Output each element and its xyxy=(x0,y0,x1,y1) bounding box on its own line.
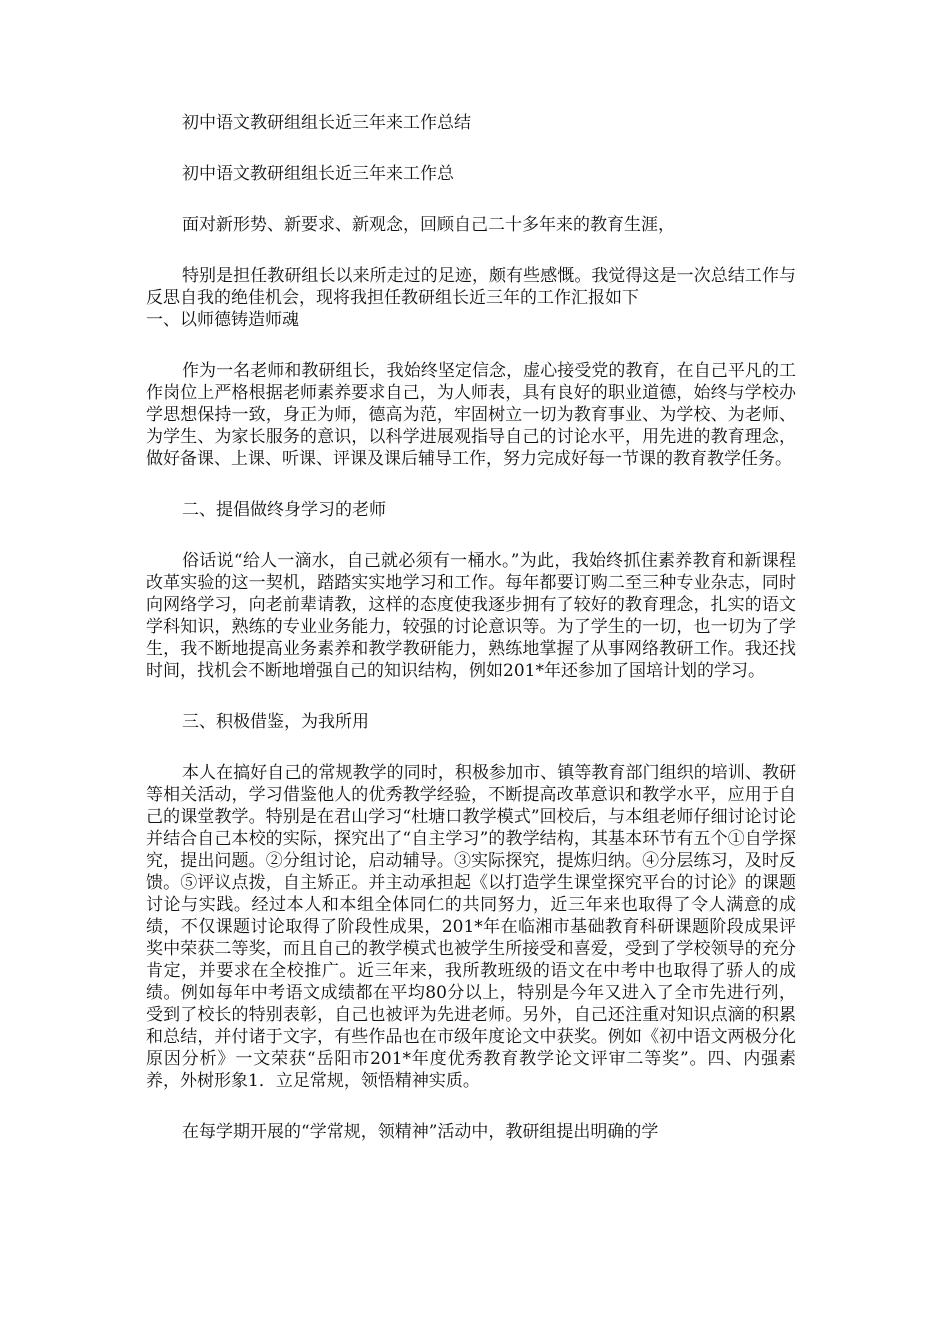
section-heading-3: 三、积极借鉴，为我所用 xyxy=(182,712,369,732)
paragraph-ethics: 作为一名老师和教研组长，我始终坚定信念，虚心接受党的教育，在自己平凡的工作岗位上严格根据老师素养要求自己，为人师表，具有良好的职业道德，始终与学校办学思想保持一致，身正为师，德高为范，牢固树立一切为教育事业、为学校、为老师、为学生、为家长服务的意识，以科学进展观指导自己的讨论水平，用先进的教育理念，做好备课、上课、听课、评课及课后辅导工作，努力完成好每一节课的教育教学任务。 xyxy=(146,361,796,469)
document-subtitle: 初中语文教研组组长近三年来工作总 xyxy=(182,164,454,184)
document-page xyxy=(146,112,796,1172)
document-title: 初中语文教研组组长近三年来工作总结 xyxy=(182,113,471,133)
paragraph-routine: 在每学期开展的“学常规，领精神”活动中，教研组提出明确的学 xyxy=(182,1122,659,1142)
paragraph-reflection: 特别是担任教研组长以来所走过的足迹，颇有些感慨。我觉得这是一次总结工作与反思自我的绝佳机会，现将我担任教研组长近三年的工作汇报如下 xyxy=(146,266,796,308)
section-heading-2: 二、提倡做终身学习的老师 xyxy=(182,500,386,520)
paragraph-learning: 俗话说“给人一滴水，自己就必须有一桶水。”为此，我始终抓住素养教育和新课程改革实验的这一契机，踏踏实实地学习和工作。每年都要订购二至三种专业杂志，同时向网络学习，向老前辈请教，这样的态度使我逐步拥有了较好的教育理念，扎实的语文学科知识，熟练的专业业务能力，较强的讨论意识等。为了学生的一切，也一切为了学生，我不断地提高业务素养和教学教研能力，熟练地掌握了从事网络教研工作。我还找时间，找机会不断地增强自己的知识结构，例如201*年还参加了国培计划的学习。 xyxy=(146,551,796,681)
section-heading-1: 一、以师德铸造师魂 xyxy=(146,310,299,330)
paragraph-reference: 本人在搞好自己的常规教学的同时，积极参加市、镇等教育部门组织的培训、教研等相关活动，学习借鉴他人的优秀教学经验，不断提高改革意识和教学水平，应用于自己的课堂教学。特别是在君山学习“杜塘口教学模式”回校后，与本组老师仔细讨论讨论并结合自己本校的实际，探究出了“自主学习”的教学结构，其基本环节有五个①自学探究，提出问题。②分组讨论，启动辅导。③实际探究，提炼归纳。④分层练习，及时反馈。⑤评议点拨，自主矫正。并主动承担起《以打造学生课堂探究平台的讨论》的课题讨论与实践。经过本人和本组全体同仁的共同努力，近三年来也取得了令人满意的成绩，不仅课题讨论取得了阶段性成果，201*年在临湘市基础教育科研课题阶段成果评奖中荣获二等奖，而且自己的教学模式也被学生所接受和喜爱，受到了学校领导的充分肯定，并要求在全校推广。近三年来，我所教班级的语文在中考中也取得了骄人的成绩。例如每年中考语文成绩都在平均80分以上，特别是今年又进入了全市先进行列，受到了校长的特别表彰，自己也被评为先进老师。另外，自己还注重对知识点滴的积累和总结，并付诸于文字，有些作品也在市级年度论文中获奖。例如《初中语文两极分化原因分析》一文荣获“岳阳市201*年度优秀教育教学论文评审二等奖”。四、内强素养，外树形象1．立足常规，领悟精神实质。 xyxy=(146,763,796,1091)
paragraph-intro: 面对新形势、新要求、新观念，回顾自己二十多年来的教育生涯， xyxy=(182,215,675,235)
